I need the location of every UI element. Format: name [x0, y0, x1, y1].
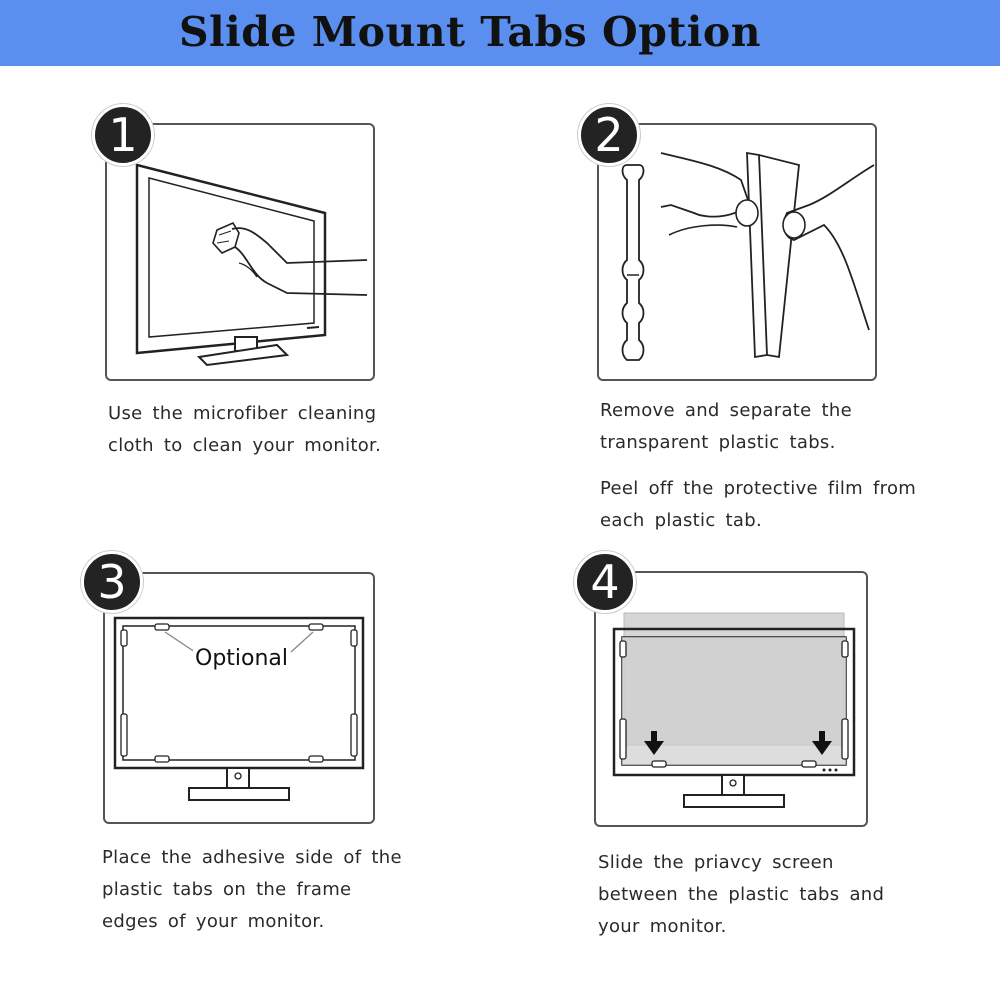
step-1-illustration — [105, 123, 375, 381]
step-2-extra-caption — [600, 473, 916, 537]
step-1-line-2: cloth to clean your monitor. — [108, 435, 382, 456]
step-2-illustration — [597, 123, 877, 381]
step-4-line-1: Slide the priavcy screen — [598, 852, 834, 873]
step-3-line-1: Place the adhesive side of the — [102, 847, 402, 868]
step-3-badge: 3 — [81, 551, 143, 613]
header-banner — [0, 0, 1000, 66]
optional-callout: Optional — [195, 646, 289, 671]
page-title: Slide Mount Tabs Option — [178, 8, 762, 56]
step-4-line-3: your monitor. — [598, 916, 727, 937]
screen-insertion-illustration — [596, 573, 868, 827]
step-3-illustration — [103, 572, 375, 824]
step-1-line-1: Use the microfiber cleaning — [108, 403, 377, 424]
tab-placement-illustration — [105, 574, 375, 824]
step-2-extra-line-1: Peel off the protective film from — [600, 478, 917, 499]
step-4-line-2: between the plastic tabs and — [598, 884, 885, 905]
step-3-caption — [102, 842, 402, 938]
step-2-badge: 2 — [578, 104, 640, 166]
step-2-caption — [600, 395, 852, 459]
monitor-cleaning-illustration — [107, 125, 375, 381]
step-4-badge: 4 — [574, 551, 636, 613]
step-2-line-1: Remove and separate the — [600, 400, 852, 421]
step-1-caption — [108, 398, 381, 462]
step-4-illustration — [594, 571, 868, 827]
step-2-extra-line-2: each plastic tab. — [600, 510, 762, 531]
step-3-line-3: edges of your monitor. — [102, 911, 325, 932]
tab-separation-illustration — [599, 125, 877, 381]
step-3-line-2: plastic tabs on the frame — [102, 879, 352, 900]
step-4-caption — [598, 847, 884, 943]
step-2-line-2: transparent plastic tabs. — [600, 432, 836, 453]
step-1-badge: 1 — [92, 104, 154, 166]
